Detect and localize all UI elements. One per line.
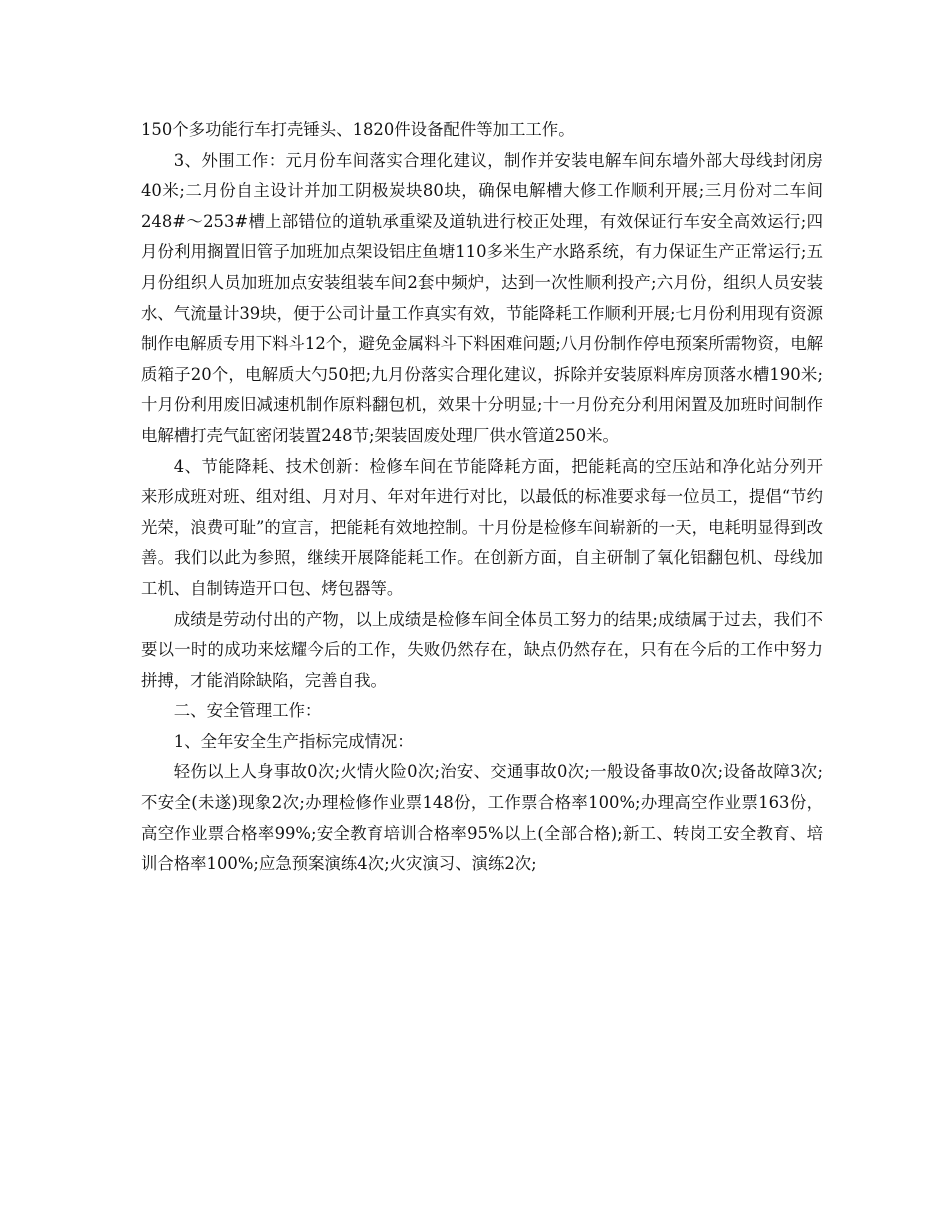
section-heading-safety-management: 二、安全管理工作：: [173, 701, 322, 721]
paragraph-achievements-summary: 成绩是劳动付出的产物，以上成绩是检修车间全体员工努力的结果;成绩属于过去，我们不要以一时的成功来炫耀今后的工作，失败仍然存在，缺点仍然存在，只有在今后的工作中努力拼搏，才能消除缺陷，完善自我。: [141, 609, 823, 690]
paragraph-energy-saving-innovation: 4、节能降耗、技术创新：检修车间在节能降耗方面，把能耗高的空压站和净化站分列开来形成班对班、组对组、月对月、年对年进行对比，以最低的标准要求每一位员工，提倡“节约光荣，浪费可耻”的宣言，把能耗有效地控制。十月份是检修车间崭新的一天，电耗明显得到改善。我们以此为参照，继续开展降能耗工作。在创新方面，自主研制了氧化铝翻包机、母线加工机、自制铸造开口包、烤包器等。: [141, 456, 823, 598]
paragraph-peripheral-work: 3、外围工作：元月份车间落实合理化建议，制作并安装电解车间东墙外部大母线封闭房40米;二月份自主设计并加工阴极炭块80块，确保电解槽大修工作顺利开展;三月份对二车间248#～253#槽上部错位的道轨承重梁及道轨进行校正处理，有效保证行车安全高效运行;四月份利用搁置旧管子加班加点架设铝庄鱼塘110多米生产水路系统，有力保证生产正常运行;五月份组织人员加班加点安装组装车间2套中频炉，达到一次性顺利投产;六月份，组织人员安装水、气流量计39块，便于公司计量工作真实有效，节能降耗工作顺利开展;七月份利用现有资源制作电解质专用下料斗12个，避免金属料斗下料困难问题;八月份制作停电预案所需物资，电解质箱子20个，电解质大勺50把;九月份落实合理化建议，拆除并安装原料库房顶落水槽190米;十月份利用废旧减速机制作原料翻包机，效果十分明显;十一月份充分利用闲置及加班时间制作电解槽打壳气缸密闭装置248节;架装固废处理厂供水管道250米。: [141, 150, 824, 445]
paragraph-processing-continued: 150个多功能行车打壳锤头、1820件设备配件等加工工作。: [141, 120, 575, 139]
document-body: [141, 115, 823, 880]
paragraph-safety-statistics: 轻伤以上人身事故0次;火情火险0次;治安、交通事故0次;一般设备事故0次;设备故障3次;不安全(未遂)现象2次;办理检修作业票148份，工作票合格率100%;办理高空作业票163份，高空作业票合格率99%;安全教育培训合格率95%以上(全部合格);新工、转岗工安全教育、培训合格率100%;应急预案演练4次;火灾演习、演练2次;: [141, 762, 823, 874]
subsection-heading-safety-indicators: 1、全年安全生产指标完成情况：: [173, 731, 414, 751]
